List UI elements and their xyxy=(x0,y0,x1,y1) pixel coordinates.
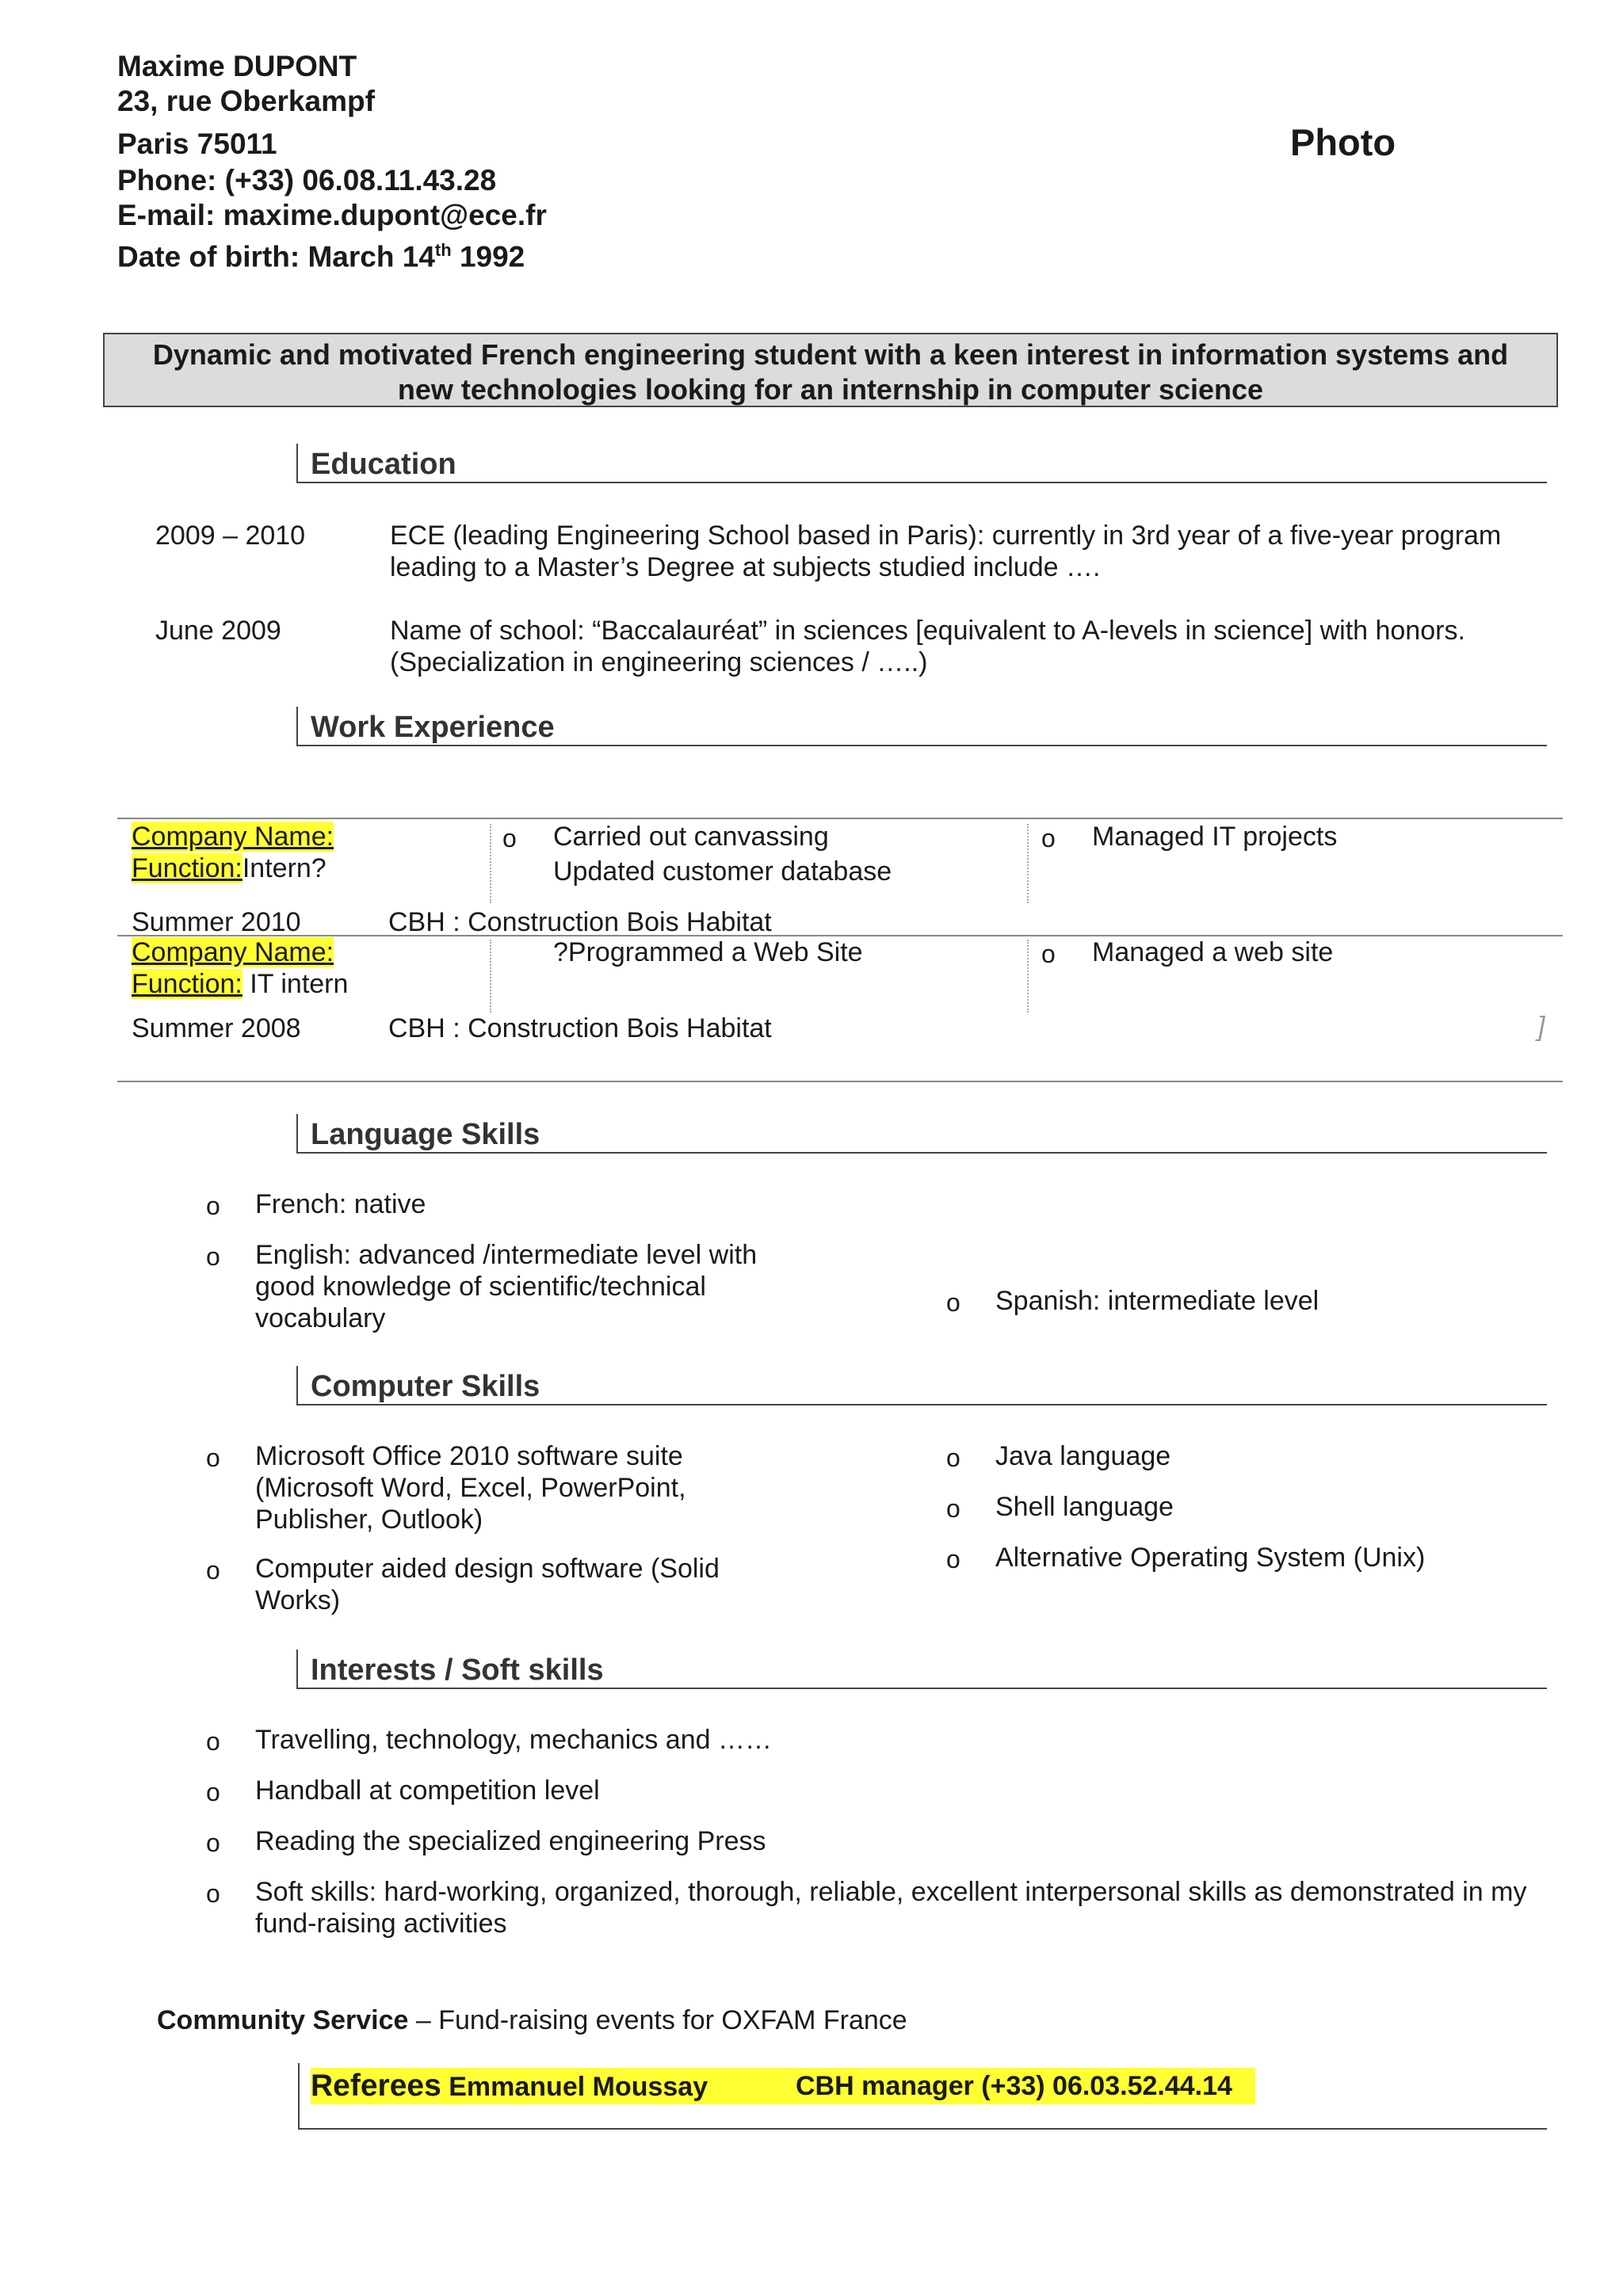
comp-cad-bullet: o xyxy=(206,1556,220,1585)
comp-cad-line-1: Computer aided design software (Solid xyxy=(255,1554,720,1584)
lang-english xyxy=(255,1239,757,1334)
work-bottom-rule xyxy=(117,1081,1563,1082)
dob-sup: th xyxy=(434,240,452,260)
lang-french: French: native xyxy=(255,1189,426,1219)
job2-company-label xyxy=(132,936,334,968)
job2-divider-1 xyxy=(490,940,491,1013)
interest-3: Reading the specialized engineering Press xyxy=(255,1826,766,1856)
interest-4 xyxy=(255,1876,1571,1939)
applicant-name: Maxime DUPONT xyxy=(117,50,357,82)
job1-company-label-text: Company Name: xyxy=(132,822,334,852)
job2-mark: ] xyxy=(1537,1012,1545,1042)
job2-function-label: Function: xyxy=(132,969,242,999)
job1-divider-1 xyxy=(490,824,491,903)
objective-line-2: new technologies looking for an internship in computer science xyxy=(397,373,1264,406)
comp-shell: Shell language xyxy=(995,1492,1174,1522)
interest-4-bullet: o xyxy=(206,1879,220,1908)
lang-spanish-bullet: o xyxy=(946,1288,960,1317)
edu-desc-1-line-2: leading to a Master’s Degree at subjects studied include …. xyxy=(390,552,1101,582)
lang-english-line-1: English: advanced /intermediate level with xyxy=(255,1240,758,1270)
section-education: Education xyxy=(296,444,1547,483)
interest-4-line-2: fund-raising activities xyxy=(255,1909,507,1939)
photo-placeholder: Photo xyxy=(1290,121,1396,163)
edu-desc-1-line-1: ECE (leading Engineering School based in Paris): currently in 3rd year of a five-year program xyxy=(390,521,1502,551)
job1-task3-bullet: o xyxy=(1041,824,1056,852)
email: E-mail: maxime.dupont@ece.fr xyxy=(117,199,547,231)
job1-task2: Updated customer database xyxy=(553,856,892,887)
comp-office-line-2: (Microsoft Word, Excel, PowerPoint, xyxy=(255,1473,686,1503)
job2-divider-2 xyxy=(1027,940,1029,1013)
comp-office-bullet: o xyxy=(206,1444,220,1472)
comp-office-line-3: Publisher, Outlook) xyxy=(255,1505,483,1535)
job1-company: CBH : Construction Bois Habitat xyxy=(388,907,772,937)
job2-task1: ?Programmed a Web Site xyxy=(553,937,863,967)
comp-office-line-1: Microsoft Office 2010 software suite xyxy=(255,1441,683,1471)
objective-box xyxy=(103,333,1558,407)
community-text: – Fund-raising events for OXFAM France xyxy=(408,2005,907,2035)
dob-suffix: 1992 xyxy=(451,240,525,273)
comp-java: Java language xyxy=(995,1441,1171,1471)
job2-task2: Managed a web site xyxy=(1092,937,1334,967)
section-interests: Interests / Soft skills xyxy=(296,1650,1547,1689)
job2-task2-bullet: o xyxy=(1041,940,1056,968)
lang-english-line-3: vocabulary xyxy=(255,1303,386,1333)
interest-1: Travelling, technology, mechanics and …… xyxy=(255,1725,772,1755)
referees-line xyxy=(311,2068,1255,2104)
job1-company-label xyxy=(132,821,334,852)
comp-office xyxy=(255,1440,686,1535)
objective-line-1: Dynamic and motivated French engineering student with a keen interest in information systems and xyxy=(152,338,1509,371)
date-of-birth xyxy=(117,233,525,274)
lang-french-bullet: o xyxy=(206,1192,220,1220)
community-label: Community Service xyxy=(157,2005,409,2035)
lang-english-line-2: good knowledge of scientific/technical xyxy=(255,1272,706,1302)
comp-java-bullet: o xyxy=(946,1444,960,1472)
comp-cad-line-2: Works) xyxy=(255,1585,341,1615)
comp-unix-bullet: o xyxy=(946,1545,960,1573)
job1-task1: Carried out canvassing xyxy=(553,822,829,852)
job1-top-rule xyxy=(117,818,1563,819)
edu-desc-1 xyxy=(390,520,1563,583)
section-computer-skills: Computer Skills xyxy=(296,1366,1547,1405)
lang-spanish: Spanish: intermediate level xyxy=(995,1286,1319,1316)
comp-shell-bullet: o xyxy=(946,1494,960,1523)
interest-4-line-1: Soft skills: hard-working, organized, thorough, reliable, excellent interpersonal skills as demonstrated in my xyxy=(255,1877,1527,1907)
phone: Phone: (+33) 06.08.11.43.28 xyxy=(117,164,497,196)
comp-cad xyxy=(255,1553,720,1616)
address-street: 23, rue Oberkampf xyxy=(117,85,375,117)
referees-label: Referees xyxy=(311,2069,441,2103)
edu-desc-2-line-2: (Specialization in engineering sciences / …..) xyxy=(390,647,928,677)
edu-desc-2-line-1: Name of school: “Baccalauréat” in sciences [equivalent to A-levels in science] with honors. xyxy=(390,616,1465,646)
job1-function xyxy=(132,852,327,884)
lang-english-bullet: o xyxy=(206,1242,220,1271)
edu-desc-2 xyxy=(390,615,1563,678)
job1-divider-2 xyxy=(1027,824,1029,903)
job1-function-value: Intern? xyxy=(242,853,327,883)
section-work-experience: Work Experience xyxy=(296,707,1547,746)
address-city: Paris 75011 xyxy=(117,128,277,160)
referees-name: Emmanuel Moussay xyxy=(441,2072,708,2102)
interest-1-bullet: o xyxy=(206,1727,220,1756)
community-service xyxy=(157,2004,907,2036)
job2-function-value: IT intern xyxy=(242,969,349,999)
job2-company: CBH : Construction Bois Habitat xyxy=(388,1013,772,1043)
edu-date-2: June 2009 xyxy=(155,616,281,646)
job2-function xyxy=(132,968,348,1000)
job2-company-label-text: Company Name: xyxy=(132,937,334,967)
interest-2-bullet: o xyxy=(206,1778,220,1806)
edu-date-1: 2009 – 2010 xyxy=(155,521,306,551)
job1-task1-bullet: o xyxy=(502,824,517,852)
job2-period: Summer 2008 xyxy=(132,1013,301,1043)
section-language-skills: Language Skills xyxy=(296,1114,1547,1154)
interest-2: Handball at competition level xyxy=(255,1775,600,1806)
job1-period: Summer 2010 xyxy=(132,907,301,937)
comp-unix: Alternative Operating System (Unix) xyxy=(995,1543,1426,1573)
job1-function-label: Function: xyxy=(132,853,242,883)
interest-3-bullet: o xyxy=(206,1829,220,1857)
referees-role: CBH manager (+33) 06.03.52.44.14 xyxy=(796,2071,1232,2101)
dob-prefix: Date of birth: March 14 xyxy=(117,240,435,273)
job1-task3: Managed IT projects xyxy=(1092,822,1338,852)
